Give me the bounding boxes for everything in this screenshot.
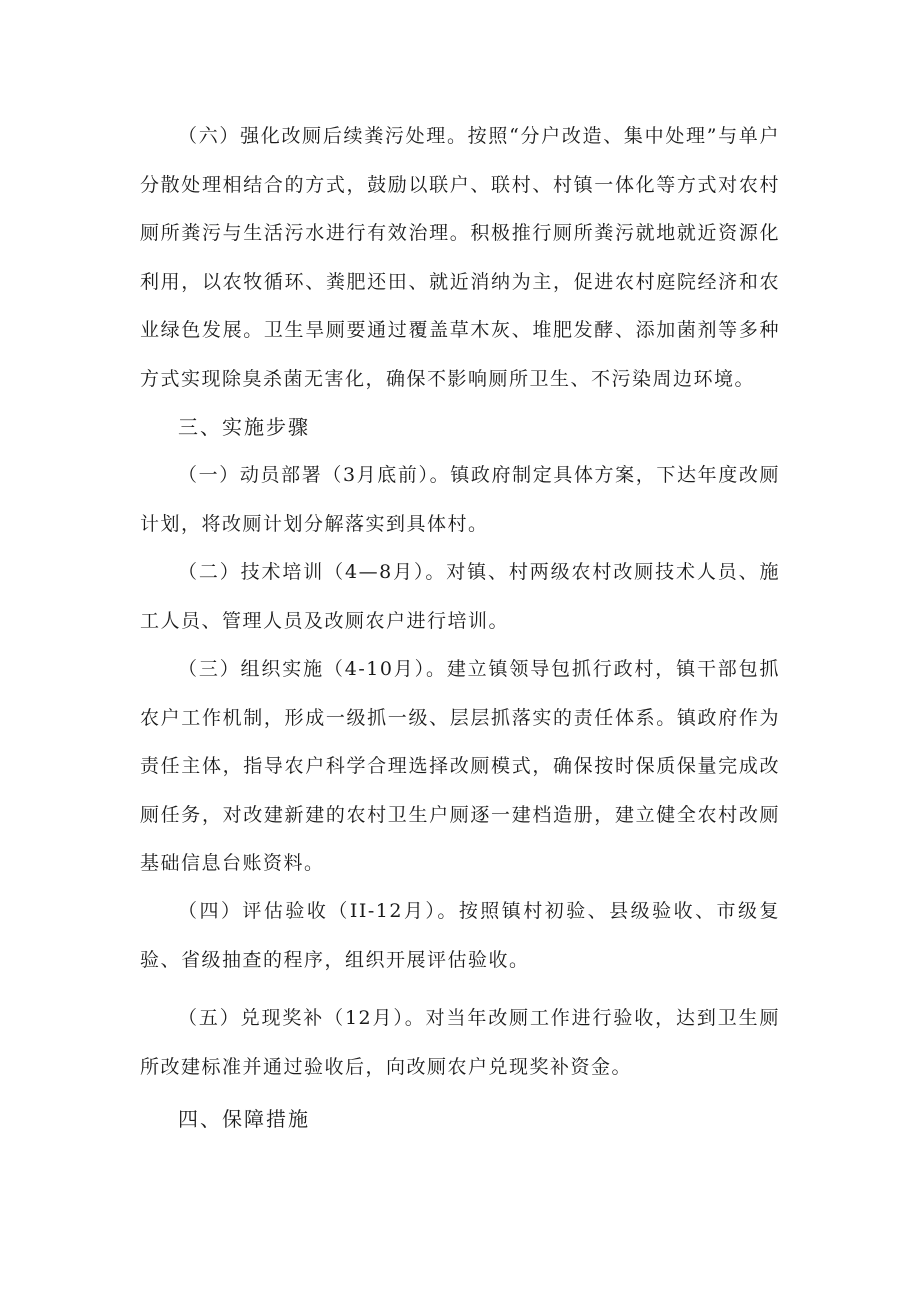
paragraph-step-reward: [140, 994, 780, 1091]
paragraph-step-implementation: [140, 645, 780, 888]
paragraph-text: （六）强化改厕后续粪污处理。按照“分户改造、集中处理”与单户分散处理相结合的方式，鼓励以联户、联村、村镇一体化等方式对农村厕所粪污与生活污水进行有效治理。积极推行厕所粪污就地就近资源化利用，以农牧循环、粪肥还田、就近消纳为主，促进农村庭院经济和农业绿色发展。卫生旱厕要通过覆盖草木灰、堆肥发酵、添加菌剂等多种方式实现除臭杀菌无害化，确保不影响厕所卫生、不污染周边环境。: [140, 125, 780, 390]
paragraph-text: （三）组织实施（4-10月）。建立镇领导包抓行政村，镇干部包抓农户工作机制，形成一级抓一级、层层抓落实的责任体系。镇政府作为责任主体，指导农户科学合理选择改厕模式，确保按时保质保量完成改厕任务，对改建新建的农村卫生户厕逐一建档造册，建立健全农村改厕基础信息台账资料。: [140, 658, 780, 874]
paragraph-text: （一）动员部署（3月底前）。镇政府制定具体方案，下达年度改厕计划，将改厕计划分解落实到具体村。: [140, 464, 780, 535]
paragraph-step-training: [140, 548, 780, 645]
heading-text: 三、实施步骤: [178, 415, 310, 439]
paragraph-step-mobilization: [140, 451, 780, 548]
section-heading-safeguards: [140, 1095, 780, 1143]
paragraph-text: （五）兑现奖补（12月）。对当年改厕工作进行验收，达到卫生厕所改建标准并通过验收后，向改厕农户兑现奖补资金。: [140, 1007, 780, 1078]
paragraph-improve-waste-treatment: [140, 112, 780, 403]
heading-text: 四、保障措施: [178, 1107, 310, 1131]
paragraph-text: （二）技术培训（4—8月）。对镇、村两级农村改厕技术人员、施工人员、管理人员及改厕农户进行培训。: [140, 561, 780, 632]
section-heading-implementation-steps: [140, 403, 780, 451]
paragraph-step-evaluation: [140, 887, 780, 984]
paragraph-text: （四）评估验收（II-12月）。按照镇村初验、县级验收、市级复验、省级抽查的程序，组织开展评估验收。: [140, 900, 780, 971]
